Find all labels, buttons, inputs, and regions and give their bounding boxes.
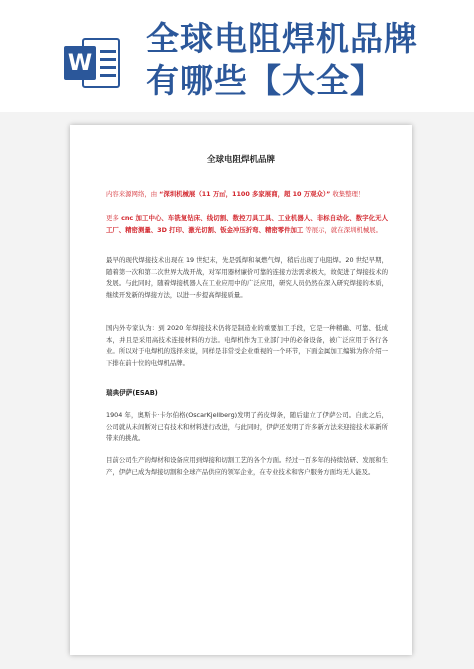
source-note <box>106 189 388 201</box>
page-title-line1: 全球电阻焊机品牌 <box>146 19 418 58</box>
page-title-line2: 有哪些【大全】 <box>146 61 384 100</box>
promo-highlight: cnc 加工中心、车铣复钻床、线切割、数控刀具工具、工业机器人、非标自动化、数字化无人工厂、精密测量、3D 打印、激光切割、钣金冲压折弯、精密零件加工 <box>106 214 388 234</box>
source-suffix: 收集整理！ <box>332 190 365 198</box>
paragraph-history: 最早的现代焊接技术出现在 19 世纪末，先是弧焊和氧燃气焊，稍后出现了电阻焊。20 世纪早期，随着第一次和第二次世界大战开战，对军用器材廉价可靠的连接方法需求极大，故促进了焊接技术的发展。与此同时，随着焊接机器人在工业应用中的广泛应用，研究人员仍然在深入研究焊接的本质，继续开发新的焊接方法，以进一步提高焊接质量。 <box>106 256 388 299</box>
word-badge-icon: W <box>64 46 96 80</box>
paragraph-experts: 国内外专家认为：到 2020 年焊接技术仍将是制造业的重要加工手段，它是一种精确、可靠、低成本，并且是采用高技术连接材料的方法。电焊机作为工业部门中的必备设备，被广泛应用于各行各业。所以对于电焊机的选择来说，同样是非常受企业重视的一个环节，下面金属加工编辑为你介绍一下排在前十位的电焊机品牌。 <box>106 324 388 367</box>
paragraph-esab-today: 目前公司生产的焊材和设备应用到焊接和切割工艺的各个方面。经过一百多年的持续钻研、发展和生产，伊萨已成为焊接切割和全球产品供应的领军企业，在专业技术和客户服务方面均无人能及。 <box>106 456 388 476</box>
document-page <box>70 125 412 655</box>
word-document-icon <box>62 34 126 92</box>
document-title: 全球电阻焊机品牌 <box>206 155 275 165</box>
paragraph-esab-history: 1904 年，奥斯卡·卡尔伯格(OscarKjellberg)发明了药皮焊条，随后建立了伊萨公司。自此之后，公司就从未间断对已有技术和材料进行改进，与此同时，伊萨还发明了许多新方法来迎接技术革新所带来的挑战。 <box>106 411 388 442</box>
promo-prefix: 更多 <box>106 214 119 222</box>
promo-suffix: 等展示，就在深圳机械展。 <box>305 225 383 234</box>
page-title <box>146 18 466 102</box>
page-header <box>0 0 474 112</box>
promo-note <box>106 213 388 236</box>
source-prefix: 内容来源网络，由 <box>106 190 158 198</box>
section-heading-esab: 瑞典伊萨(ESAB) <box>106 389 158 397</box>
source-highlight: “深圳机械展（11 万㎡，1100 多家展商，超 10 万观众）” <box>159 190 331 198</box>
